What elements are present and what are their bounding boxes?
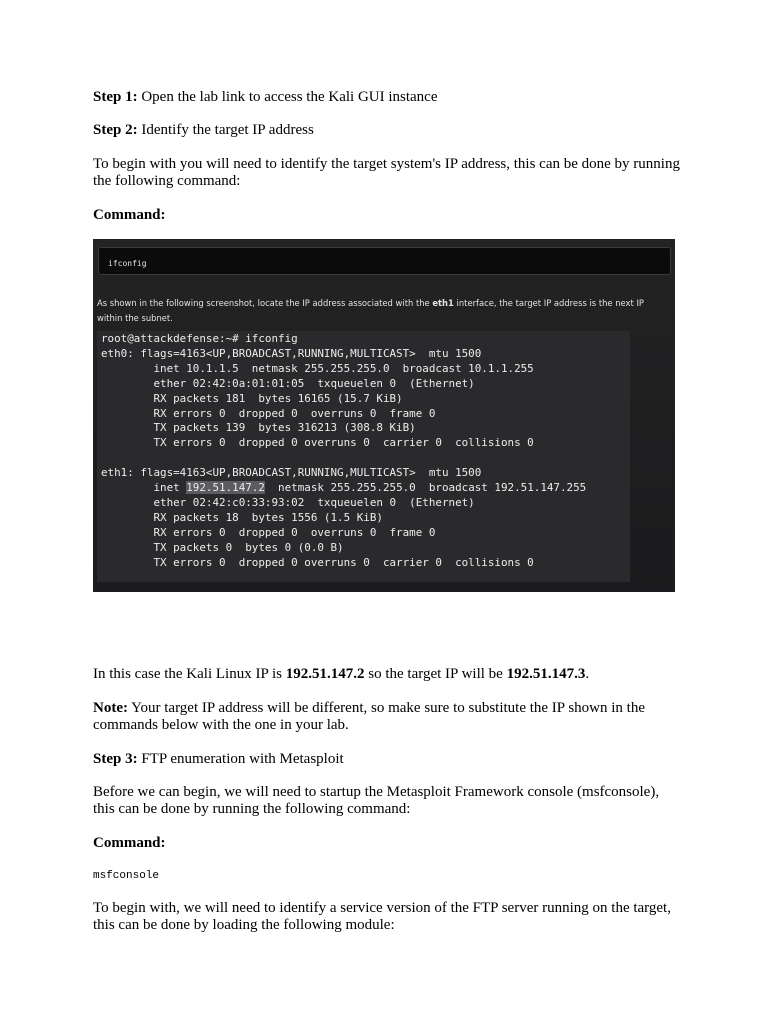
target-ip: 192.51.147.3 — [506, 666, 586, 682]
step-2 — [93, 122, 683, 139]
step-3 — [93, 751, 683, 768]
terminal-line: RX packets 18 bytes 1556 (1.5 KiB) — [101, 510, 383, 524]
terminal-screenshot — [93, 239, 675, 592]
note-paragraph — [93, 700, 683, 734]
command-label: Command: — [93, 207, 166, 223]
screenshot-description — [97, 296, 671, 326]
terminal-line: root@attackdefense:~# ifconfig — [101, 332, 298, 345]
terminal-line: ether 02:42:c0:33:93:02 txqueuelen 0 (Ethernet) — [101, 495, 475, 509]
terminal-line: RX errors 0 dropped 0 overruns 0 frame 0 — [101, 406, 436, 420]
step-2-label: Step 2: — [93, 122, 138, 138]
command-box — [98, 247, 671, 275]
step-3-label: Step 3: — [93, 751, 138, 767]
terminal-line: eth0: flags=4163<UP,BROADCAST,RUNNING,MULTICAST> mtu 1500 — [101, 346, 482, 360]
highlighted-ip: 192.51.147.2 — [186, 481, 265, 495]
terminal-line: TX packets 139 bytes 316213 (308.8 KiB) — [101, 421, 416, 435]
case-pre: In this case the Kali Linux IP is — [93, 666, 286, 682]
description-text: As shown in the following screenshot, locate the IP address associated with the — [97, 298, 433, 308]
terminal-line: TX errors 0 dropped 0 overruns 0 carrier 0 collisions 0 — [101, 555, 534, 569]
case-paragraph — [93, 666, 683, 683]
step-1-text: Open the lab link to access the Kali GUI instance — [137, 89, 438, 105]
step-3-text: FTP enumeration with Metasploit — [137, 751, 344, 767]
command-code: msfconsole — [93, 870, 160, 882]
terminal-line: inet — [101, 481, 187, 495]
note-label: Note: — [93, 700, 128, 716]
closing-paragraph: To begin with, we will need to identify a service version of the FTP server running on the target, this can be done by loading the following module: — [93, 900, 671, 933]
step-2-text: Identify the target IP address — [137, 122, 314, 138]
case-post: . — [585, 666, 590, 682]
terminal-line: RX packets 181 bytes 16165 (15.7 KiB) — [101, 391, 403, 405]
interface-name: eth1 — [432, 298, 454, 308]
command-text: ifconfig — [108, 259, 147, 268]
step-1 — [93, 89, 683, 106]
note-text: Your target IP address will be different, so make sure to substitute the IP shown in the commands below with the one in your lab. — [93, 700, 646, 733]
terminal-line: eth1: flags=4163<UP,BROADCAST,RUNNING,MULTICAST> mtu 1500 — [101, 466, 482, 480]
terminal-line: netmask 255.255.255.0 broadcast 192.51.147.255 — [264, 481, 587, 495]
intro-paragraph: To begin with you will need to identify the target system's IP address, this can be done by running the following command: — [93, 156, 680, 189]
command-label: Command: — [93, 835, 166, 851]
kali-ip: 192.51.147.2 — [285, 666, 365, 682]
terminal-line: inet 10.1.1.5 netmask 255.255.255.0 broadcast 10.1.1.255 — [101, 361, 534, 375]
terminal-output — [97, 331, 630, 582]
step-1-label: Step 1: — [93, 89, 138, 105]
terminal-line: ether 02:42:0a:01:01:05 txqueuelen 0 (Ethernet) — [101, 376, 475, 390]
terminal-line: TX packets 0 bytes 0 (0.0 B) — [101, 540, 344, 554]
terminal-line: RX errors 0 dropped 0 overruns 0 frame 0 — [101, 525, 436, 539]
description-text-end: interface, the target IP address is the next IP within the subnet. — [97, 298, 644, 323]
before-paragraph: Before we can begin, we will need to startup the Metasploit Framework console (msfconsole), this can be done by running the following command: — [93, 784, 660, 817]
terminal-line: TX errors 0 dropped 0 overruns 0 carrier 0 collisions 0 — [101, 436, 534, 450]
case-mid: so the target IP will be — [364, 666, 507, 682]
